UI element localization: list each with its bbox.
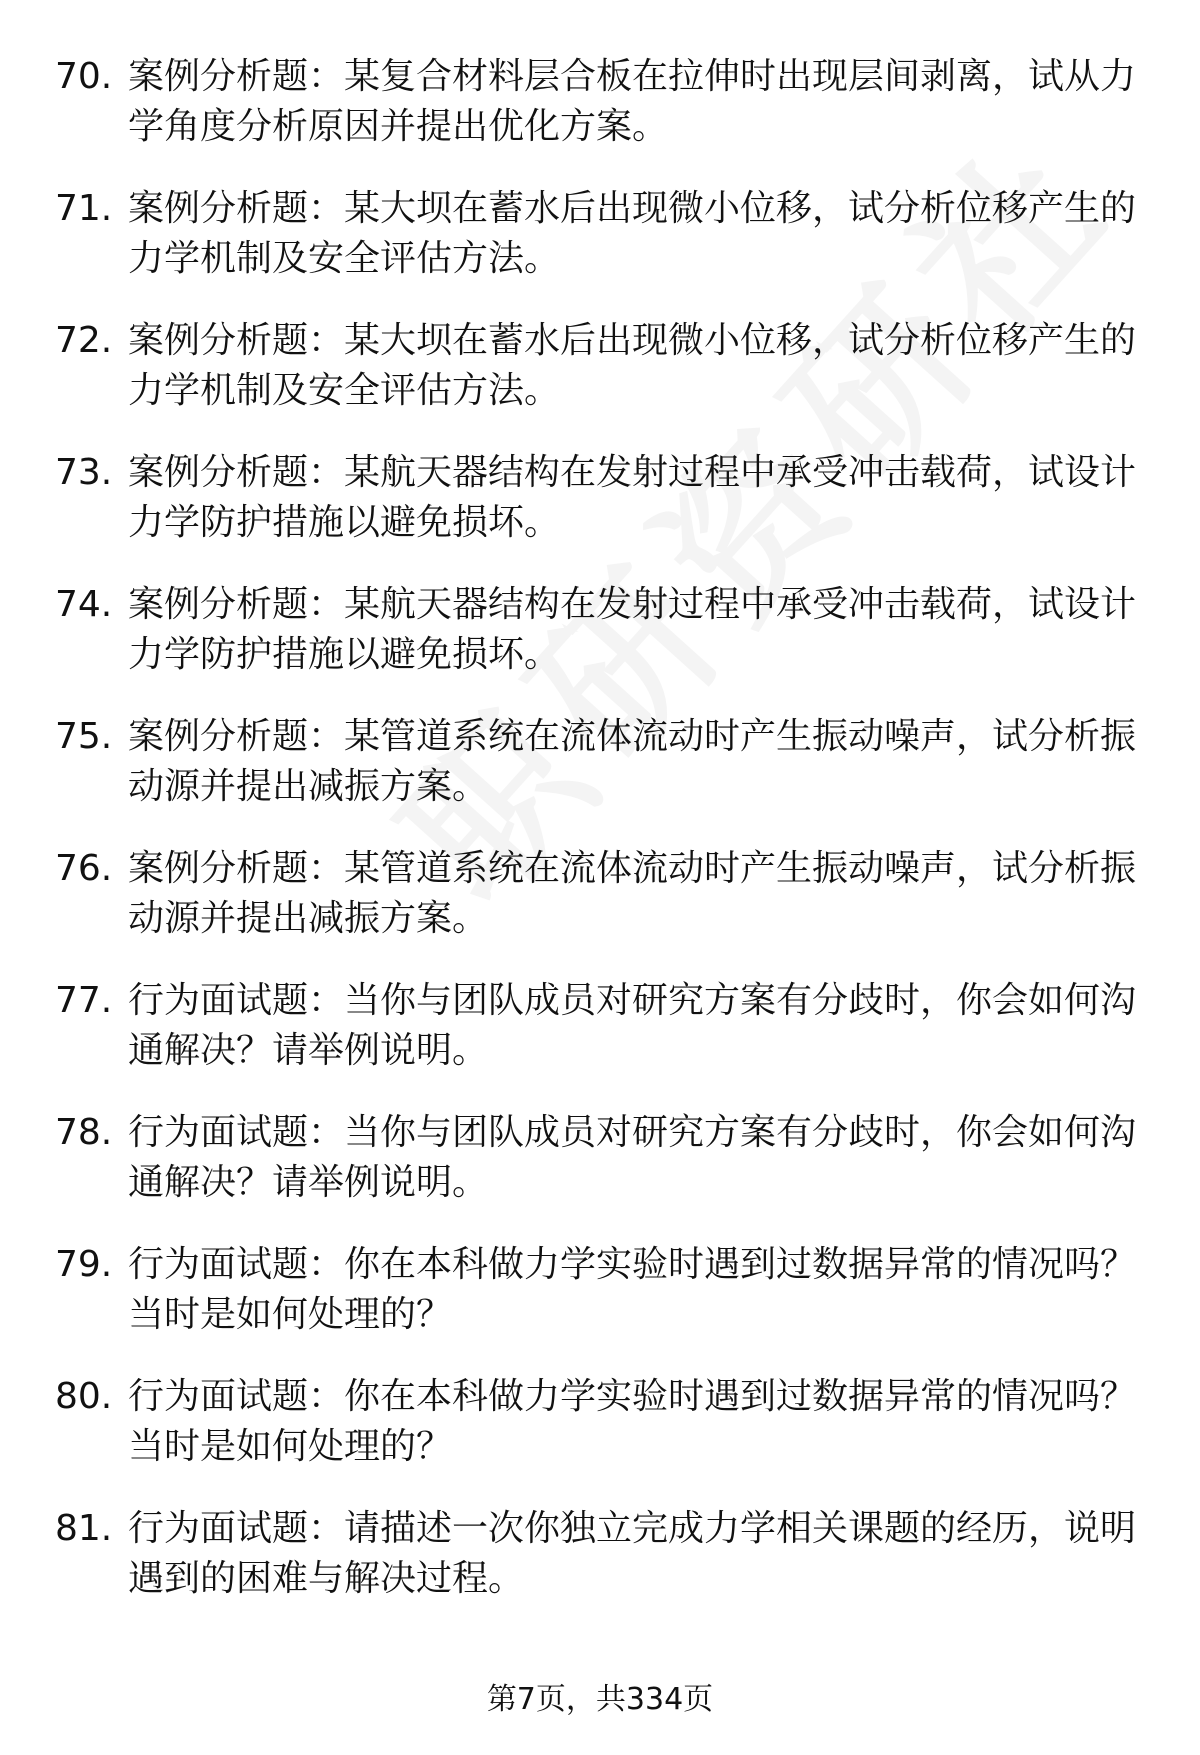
question-text: 行为面试题：你在本科做力学实验时遇到过数据异常的情况吗？当时是如何处理的？ (128, 1376, 1137, 1467)
page-footer (0, 1680, 1200, 1720)
question-text: 行为面试题：当你与团队成员对研究方案有分歧时，你会如何沟通解决？请举例说明。 (128, 980, 1137, 1071)
page-number-label: 第7页，共334页 (486, 1682, 714, 1717)
question-number: 72. (55, 320, 113, 361)
question-number: 71. (55, 188, 113, 229)
question-item (0, 844, 1200, 976)
question-text: 案例分析题：某航天器结构在发射过程中承受冲击载荷，试设计力学防护措施以避免损坏。 (128, 452, 1137, 543)
question-number: 78. (55, 1112, 113, 1153)
question-number: 79. (55, 1244, 113, 1285)
question-item (0, 580, 1200, 712)
question-item (0, 52, 1200, 184)
question-text: 案例分析题：某大坝在蓄水后出现微小位移，试分析位移产生的力学机制及安全评估方法。 (128, 188, 1137, 279)
question-text: 案例分析题：某复合材料层合板在拉伸时出现层间剥离，试从力学角度分析原因并提出优化方案。 (128, 56, 1137, 147)
question-item (0, 1372, 1200, 1504)
question-item (0, 1504, 1200, 1636)
question-list (0, 52, 1200, 1636)
question-item (0, 316, 1200, 448)
question-item (0, 1108, 1200, 1240)
question-number: 74. (55, 584, 113, 625)
question-text: 案例分析题：某航天器结构在发射过程中承受冲击载荷，试设计力学防护措施以避免损坏。 (128, 584, 1137, 675)
question-text: 案例分析题：某大坝在蓄水后出现微小位移，试分析位移产生的力学机制及安全评估方法。 (128, 320, 1137, 411)
question-item (0, 976, 1200, 1108)
question-number: 77. (55, 980, 113, 1021)
question-text: 行为面试题：你在本科做力学实验时遇到过数据异常的情况吗？当时是如何处理的？ (128, 1244, 1137, 1335)
question-number: 70. (55, 56, 113, 97)
question-number: 80. (55, 1376, 113, 1417)
question-item (0, 448, 1200, 580)
question-item (0, 1240, 1200, 1372)
question-text: 案例分析题：某管道系统在流体流动时产生振动噪声，试分析振动源并提出减振方案。 (128, 848, 1137, 939)
question-number: 76. (55, 848, 113, 889)
question-text: 案例分析题：某管道系统在流体流动时产生振动噪声，试分析振动源并提出减振方案。 (128, 716, 1137, 807)
question-item (0, 184, 1200, 316)
question-number: 75. (55, 716, 113, 757)
question-text: 行为面试题：当你与团队成员对研究方案有分歧时，你会如何沟通解决？请举例说明。 (128, 1112, 1137, 1203)
question-number: 81. (55, 1508, 113, 1549)
question-item (0, 712, 1200, 844)
question-text: 行为面试题：请描述一次你独立完成力学相关课题的经历，说明遇到的困难与解决过程。 (128, 1508, 1137, 1599)
question-number: 73. (55, 452, 113, 493)
